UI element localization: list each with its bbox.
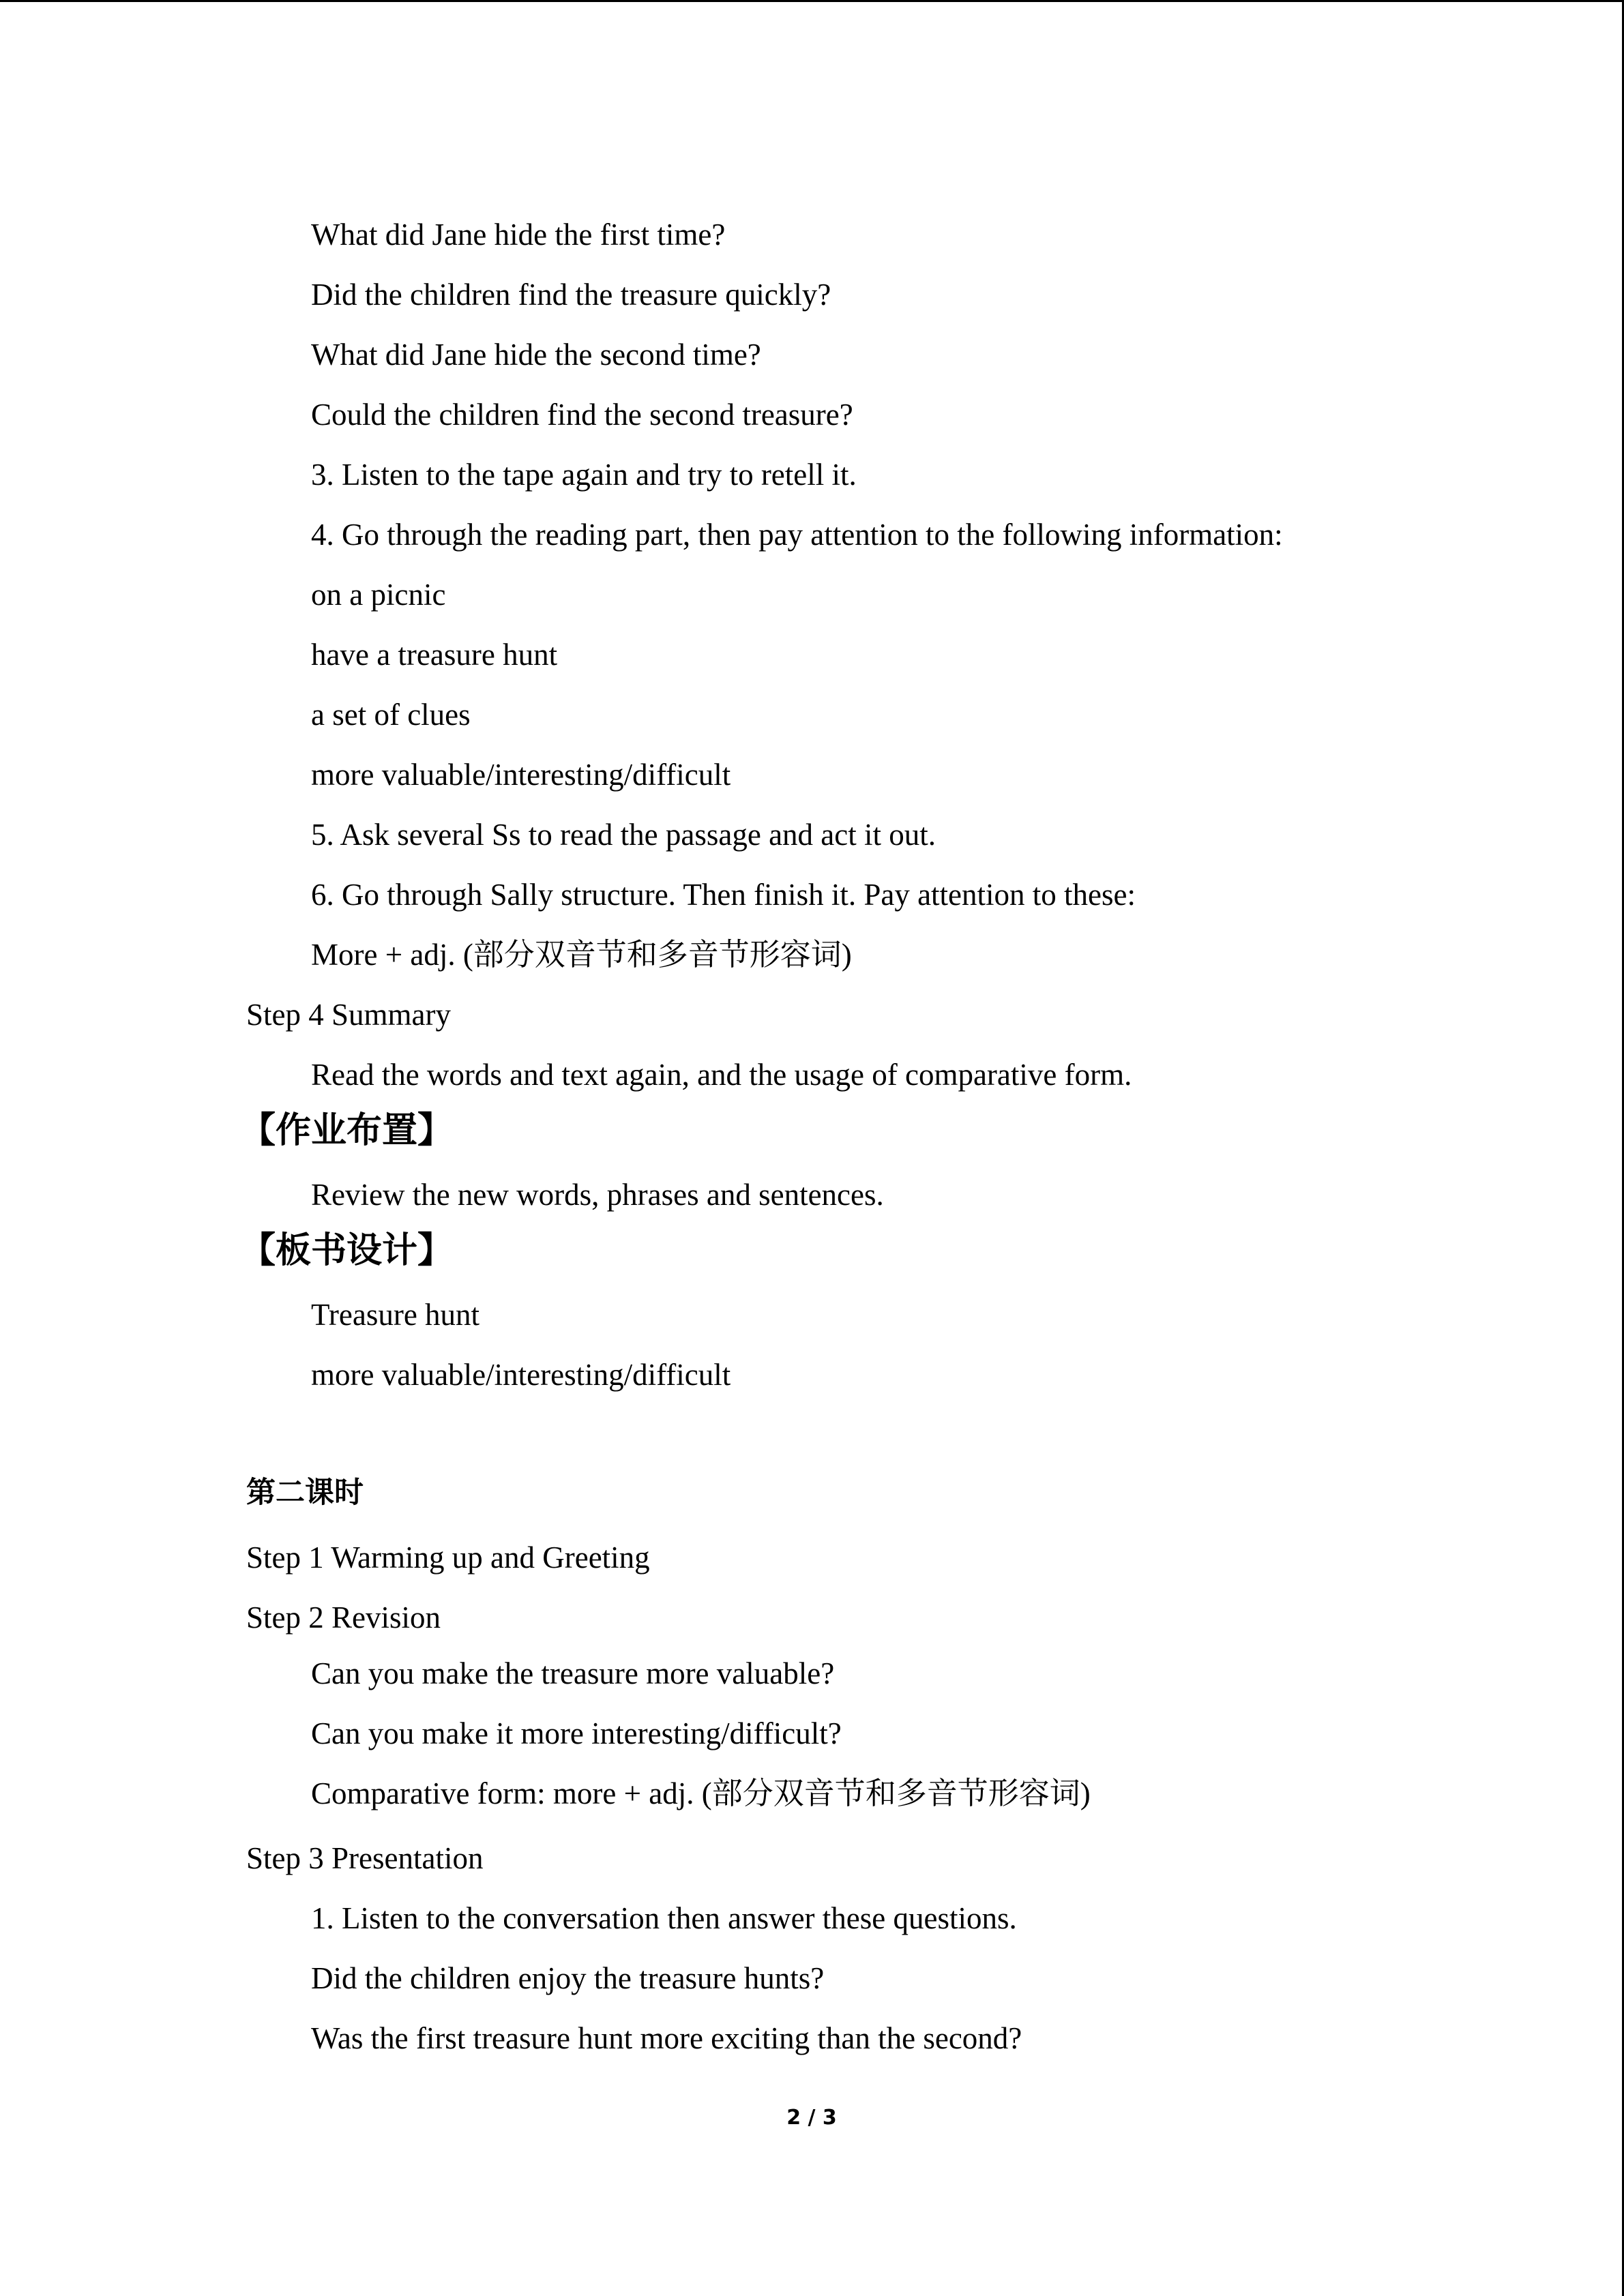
question-second-treasure: Could the children find the second treasure? <box>311 398 853 432</box>
step-4-heading: Step 4 Summary <box>246 998 451 1032</box>
page-number: 2 / 3 <box>786 2106 837 2130</box>
step-1-heading: Step 1 Warming up and Greeting <box>246 1540 650 1575</box>
summary-text: Read the words and text again, and the usage of comparative form. <box>311 1058 1132 1092</box>
revision-question-1: Can you make the treasure more valuable? <box>311 1656 835 1690</box>
step-item-5: 5. Ask several Ss to read the passage and act it out. <box>311 818 936 852</box>
homework-heading: 【作业布置】 <box>240 1110 454 1151</box>
question-enjoy-hunts: Did the children enjoy the treasure hunts? <box>311 1961 825 1995</box>
step-item-4: 4. Go through the reading part, then pay attention to the following information: <box>311 518 1283 552</box>
presentation-item-1: 1. Listen to the conversation then answer these questions. <box>311 1901 1017 1935</box>
top-border <box>0 0 1624 2</box>
homework-text: Review the new words, phrases and sentences. <box>311 1178 884 1212</box>
phrase-treasure-hunt: have a treasure hunt <box>311 638 558 672</box>
question-jane-first: What did Jane hide the first time? <box>311 218 726 252</box>
revision-question-2: Can you make it more interesting/difficult? <box>311 1716 842 1750</box>
step-2-heading: Step 2 Revision <box>246 1600 441 1635</box>
board-phrase: more valuable/interesting/difficult <box>311 1358 731 1392</box>
step-item-3: 3. Listen to the tape again and try to retell it. <box>311 458 857 492</box>
question-first-hunt: Was the first treasure hunt more exciting than the second? <box>311 2021 1022 2055</box>
board-design-heading: 【板书设计】 <box>240 1230 454 1271</box>
grammar-rule: More + adj. (部分双音节和多音节形容词) <box>311 938 852 972</box>
board-title: Treasure hunt <box>311 1298 480 1332</box>
phrase-comparatives: more valuable/interesting/difficult <box>311 758 731 792</box>
comparative-form: Comparative form: more + adj. (部分双音节和多音节形容词) <box>311 1776 1091 1810</box>
question-find-quickly: Did the children find the treasure quickly? <box>311 278 831 312</box>
step-3-heading: Step 3 Presentation <box>246 1841 484 1875</box>
step-item-6: 6. Go through Sally structure. Then finish it. Pay attention to these: <box>311 878 1136 912</box>
phrase-picnic: on a picnic <box>311 578 446 612</box>
phrase-clues: a set of clues <box>311 698 471 732</box>
question-jane-second: What did Jane hide the second time? <box>311 338 761 372</box>
second-lesson-heading: 第二课时 <box>246 1476 364 1510</box>
